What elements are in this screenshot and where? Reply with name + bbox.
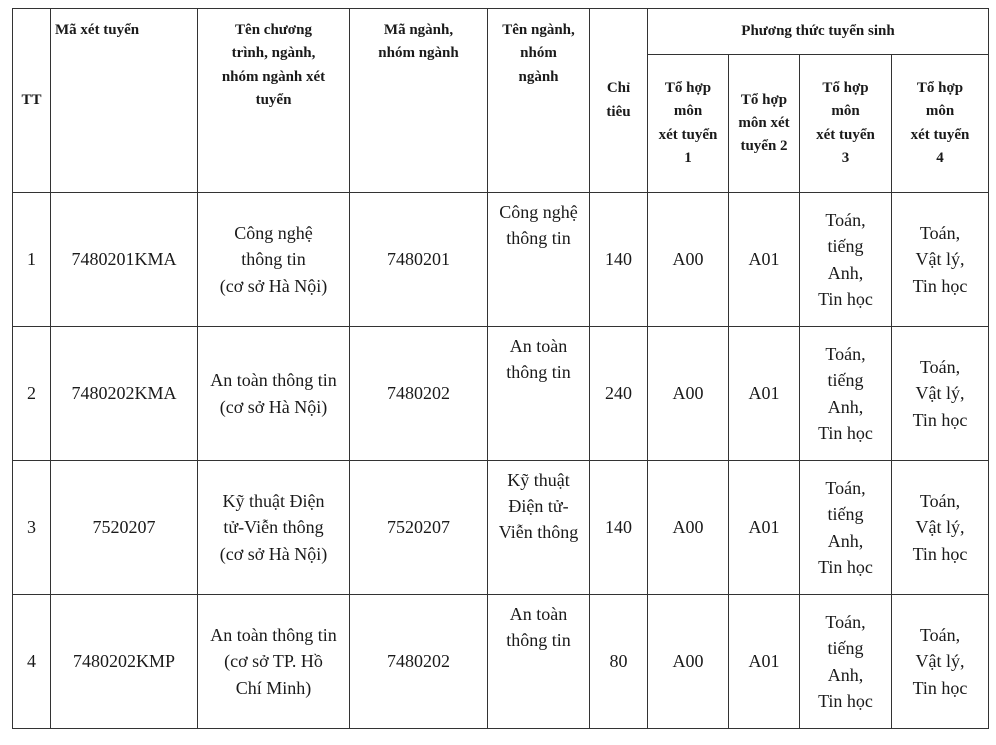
table-row xyxy=(13,595,989,729)
cell-ten-nganh: An toàn thông tin xyxy=(488,595,590,729)
header-to-hop-1: Tổ hợp môn xét tuyển 1 xyxy=(648,55,729,193)
header-tt: TT xyxy=(13,9,51,193)
cell-ten-chuong-trinh: Công nghệ thông tin (cơ sở Hà Nội) xyxy=(198,193,350,327)
header-ten-nganh: Tên ngành, nhóm ngành xyxy=(488,9,590,193)
cell-ten-chuong-trinh: Kỹ thuật Điện tử-Viễn thông (cơ sở Hà Nội) xyxy=(198,461,350,595)
cell-ten-nganh: Công nghệ thông tin xyxy=(488,193,590,327)
cell-to-hop-3: Toán, tiếng Anh, Tin học xyxy=(800,193,892,327)
cell-tt: 4 xyxy=(13,595,51,729)
admissions-table xyxy=(12,8,989,729)
cell-to-hop-1: A00 xyxy=(648,595,729,729)
cell-ma-nganh: 7520207 xyxy=(350,461,488,595)
header-phuong-thuc-tuyen-sinh: Phương thức tuyển sinh xyxy=(648,9,989,55)
table-row xyxy=(13,193,989,327)
header-ma-nganh: Mã ngành, nhóm ngành xyxy=(350,9,488,193)
cell-chi-tieu: 240 xyxy=(590,327,648,461)
cell-chi-tieu: 140 xyxy=(590,461,648,595)
cell-to-hop-4: Toán, Vật lý, Tin học xyxy=(892,595,989,729)
cell-to-hop-4: Toán, Vật lý, Tin học xyxy=(892,193,989,327)
cell-to-hop-1: A00 xyxy=(648,193,729,327)
admissions-table-container xyxy=(12,8,989,729)
cell-to-hop-4: Toán, Vật lý, Tin học xyxy=(892,327,989,461)
cell-to-hop-2: A01 xyxy=(729,595,800,729)
cell-to-hop-2: A01 xyxy=(729,327,800,461)
cell-ten-chuong-trinh: An toàn thông tin (cơ sở Hà Nội) xyxy=(198,327,350,461)
cell-to-hop-1: A00 xyxy=(648,327,729,461)
cell-ma-xet-tuyen: 7480202KMP xyxy=(51,595,198,729)
cell-ma-nganh: 7480201 xyxy=(350,193,488,327)
cell-to-hop-3: Toán, tiếng Anh, Tin học xyxy=(800,595,892,729)
cell-to-hop-4: Toán, Vật lý, Tin học xyxy=(892,461,989,595)
header-row-1 xyxy=(13,9,989,55)
header-ten-chuong-trinh: Tên chương trình, ngành, nhóm ngành xét tuyển xyxy=(198,9,350,193)
cell-tt: 2 xyxy=(13,327,51,461)
cell-ma-nganh: 7480202 xyxy=(350,327,488,461)
cell-ma-xet-tuyen: 7480202KMA xyxy=(51,327,198,461)
header-ma-xet-tuyen: Mã xét tuyển xyxy=(51,9,198,193)
cell-to-hop-3: Toán, tiếng Anh, Tin học xyxy=(800,461,892,595)
header-to-hop-2: Tổ hợp môn xét tuyển 2 xyxy=(729,55,800,193)
cell-ten-nganh: Kỹ thuật Điện tử- Viễn thông xyxy=(488,461,590,595)
header-chi-tieu: Chỉ tiêu xyxy=(590,9,648,193)
cell-to-hop-1: A00 xyxy=(648,461,729,595)
cell-ten-nganh: An toàn thông tin xyxy=(488,327,590,461)
cell-to-hop-2: A01 xyxy=(729,461,800,595)
header-to-hop-3: Tổ hợp môn xét tuyển 3 xyxy=(800,55,892,193)
cell-tt: 3 xyxy=(13,461,51,595)
cell-chi-tieu: 80 xyxy=(590,595,648,729)
cell-to-hop-3: Toán, tiếng Anh, Tin học xyxy=(800,327,892,461)
cell-ma-xet-tuyen: 7520207 xyxy=(51,461,198,595)
cell-to-hop-2: A01 xyxy=(729,193,800,327)
header-to-hop-4: Tổ hợp môn xét tuyển 4 xyxy=(892,55,989,193)
cell-ma-nganh: 7480202 xyxy=(350,595,488,729)
table-header xyxy=(13,9,989,193)
table-body xyxy=(13,193,989,729)
cell-ma-xet-tuyen: 7480201KMA xyxy=(51,193,198,327)
table-row xyxy=(13,327,989,461)
cell-tt: 1 xyxy=(13,193,51,327)
table-row xyxy=(13,461,989,595)
cell-chi-tieu: 140 xyxy=(590,193,648,327)
cell-ten-chuong-trinh: An toàn thông tin (cơ sở TP. Hồ Chí Minh) xyxy=(198,595,350,729)
